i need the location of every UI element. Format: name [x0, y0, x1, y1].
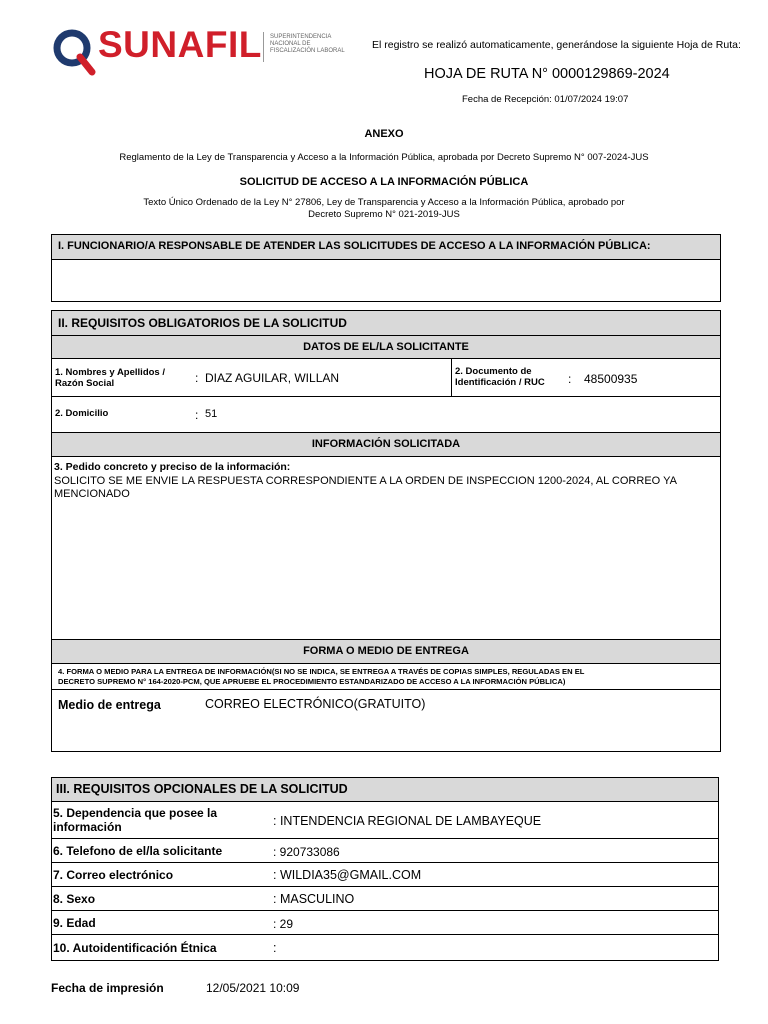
forma-note-line1: 4. FORMA O MEDIO PARA LA ENTREGA DE INFORMACIÓN(SI NO SE INDICA, SE ENTREGA A TRAVÉS DE COPIAS SIMPLES, REGULADAS EN EL: [58, 667, 585, 676]
logo-subtext: SUPERINTENDENCIA NACIONAL DE FISCALIZACIÓN LABORAL: [270, 34, 345, 54]
telefono-value[interactable]: : 920733086: [273, 845, 340, 859]
pedido-label: 3. Pedido concreto y preciso de la información:: [54, 461, 291, 473]
solicitud-title: SOLICITUD DE ACCESO A LA INFORMACIÓN PÚBLICA: [239, 176, 529, 188]
forma-header-text: FORMA O MEDIO DE ENTREGA: [303, 645, 469, 657]
telefono-label: 6. Telefono de el/la solicitante: [53, 844, 223, 858]
edad-value[interactable]: : 29: [273, 917, 294, 931]
pedido-line-2: MENCIONADO: [54, 488, 130, 500]
domicilio-label: 2. Domicilio: [55, 408, 109, 419]
nombres-label-line2: Razón Social: [55, 378, 115, 389]
datos-header: [51, 335, 721, 359]
logo-wordmark: SUNAFIL: [98, 24, 262, 65]
documento-label-line2: Identificación / RUC: [455, 377, 545, 388]
medio-value[interactable]: CORREO ELECTRÓNICO(GRATUITO): [205, 697, 426, 711]
sexo-value[interactable]: : MASCULINO: [273, 892, 355, 906]
forma-header: [51, 639, 721, 664]
section2-title: II. REQUISITOS OBLIGATORIOS DE LA SOLICITUD: [58, 316, 347, 330]
tuo-line-2: Decreto Supremo N° 021-2019-JUS: [308, 209, 460, 220]
row-line: [51, 910, 719, 911]
row-label-line1: 5. Dependencia que posee la: [53, 806, 218, 820]
tuo-line-1: Texto Único Ordenado de la Ley N° 27806, Ley de Transparencia y Acceso a la Información Pública, aprobado por: [143, 197, 625, 208]
fecha-impresion-label: Fecha de impresión: [51, 981, 164, 995]
magnifier-logo-icon: [52, 26, 98, 76]
table-row-label: [53, 806, 217, 834]
domicilio-colon: :: [195, 408, 199, 422]
row-label-line2: información: [53, 820, 122, 834]
section3-title: III. REQUISITOS OPCIONALES DE LA SOLICITUD: [56, 782, 348, 796]
nombres-value[interactable]: DIAZ AGUILAR, WILLAN: [205, 371, 340, 385]
registro-note: El registro se realizó automaticamente, generándose la siguiente Hoja de Ruta:: [372, 39, 741, 51]
documento-value[interactable]: 48500935: [584, 372, 638, 386]
section2-header: [51, 310, 721, 336]
correo-label: 7. Correo electrónico: [53, 868, 174, 882]
forma-note: [58, 667, 584, 687]
forma-divider: [51, 689, 721, 690]
documento-label: [455, 366, 545, 388]
documento-colon: :: [568, 372, 572, 386]
fecha-recepcion: Fecha de Recepción: 01/07/2024 19:07: [462, 94, 629, 105]
nombres-divider: [451, 359, 452, 396]
row-line: [51, 934, 719, 935]
edad-label: 9. Edad: [53, 916, 96, 930]
info-header: [51, 432, 721, 457]
pedido-text[interactable]: [54, 475, 677, 501]
domicilio-value[interactable]: 51: [205, 408, 218, 420]
sexo-label: 8. Sexo: [53, 892, 96, 906]
row-divider: [51, 396, 721, 397]
correo-value[interactable]: : WILDIA35@GMAIL.COM: [273, 868, 422, 882]
section1-header: [51, 234, 721, 260]
logo-divider: [263, 32, 264, 62]
row-line: [51, 862, 719, 863]
etnica-label: 10. Autoidentificación Étnica: [53, 941, 217, 955]
anexo-title: ANEXO: [364, 128, 404, 140]
datos-header-text: DATOS DE EL/LA SOLICITANTE: [303, 341, 469, 353]
funcionario-field[interactable]: [51, 259, 721, 302]
dependencia-value[interactable]: : INTENDENCIA REGIONAL DE LAMBAYEQUE: [273, 814, 542, 828]
tuo-text: [0, 197, 768, 221]
nombres-label-line1: 1. Nombres y Apellidos /: [55, 367, 165, 378]
pedido-line-1: SOLICITO SE ME ENVIE LA RESPUESTA CORRESPONDIENTE A LA ORDEN DE INSPECCION 1200-2024, AL CORREO YA: [54, 475, 677, 487]
nombres-colon: :: [195, 371, 199, 385]
hoja-de-ruta: HOJA DE RUTA N° 0000129869-2024: [424, 66, 670, 82]
row-line: [51, 838, 719, 839]
info-header-text: INFORMACIÓN SOLICITADA: [311, 438, 461, 450]
nombres-label: [55, 367, 165, 389]
forma-note-line2: DECRETO SUPREMO N° 164-2020-PCM, QUE APRUEBE EL PROCEDIMIENTO ESTANDARIZADO DE ACCESO A LA INFORMACIÓN PÚBLICA): [58, 677, 566, 686]
reglamento-text: Reglamento de la Ley de Transparencia y Acceso a la Información Pública, aprobada por Decreto Supremo N° 007-2024-JUS: [119, 152, 649, 163]
section3-header: [51, 777, 719, 802]
etnica-value[interactable]: :: [273, 941, 277, 955]
documento-label-line1: 2. Documento de: [455, 366, 532, 377]
row-line: [51, 886, 719, 887]
section1-title: I. FUNCIONARIO/A RESPONSABLE DE ATENDER LAS SOLICITUDES DE ACCESO A LA INFORMACIÓN PÚBLICA:: [58, 240, 651, 252]
medio-label: Medio de entrega: [58, 698, 161, 712]
fecha-impresion-value: 12/05/2021 10:09: [206, 981, 300, 995]
